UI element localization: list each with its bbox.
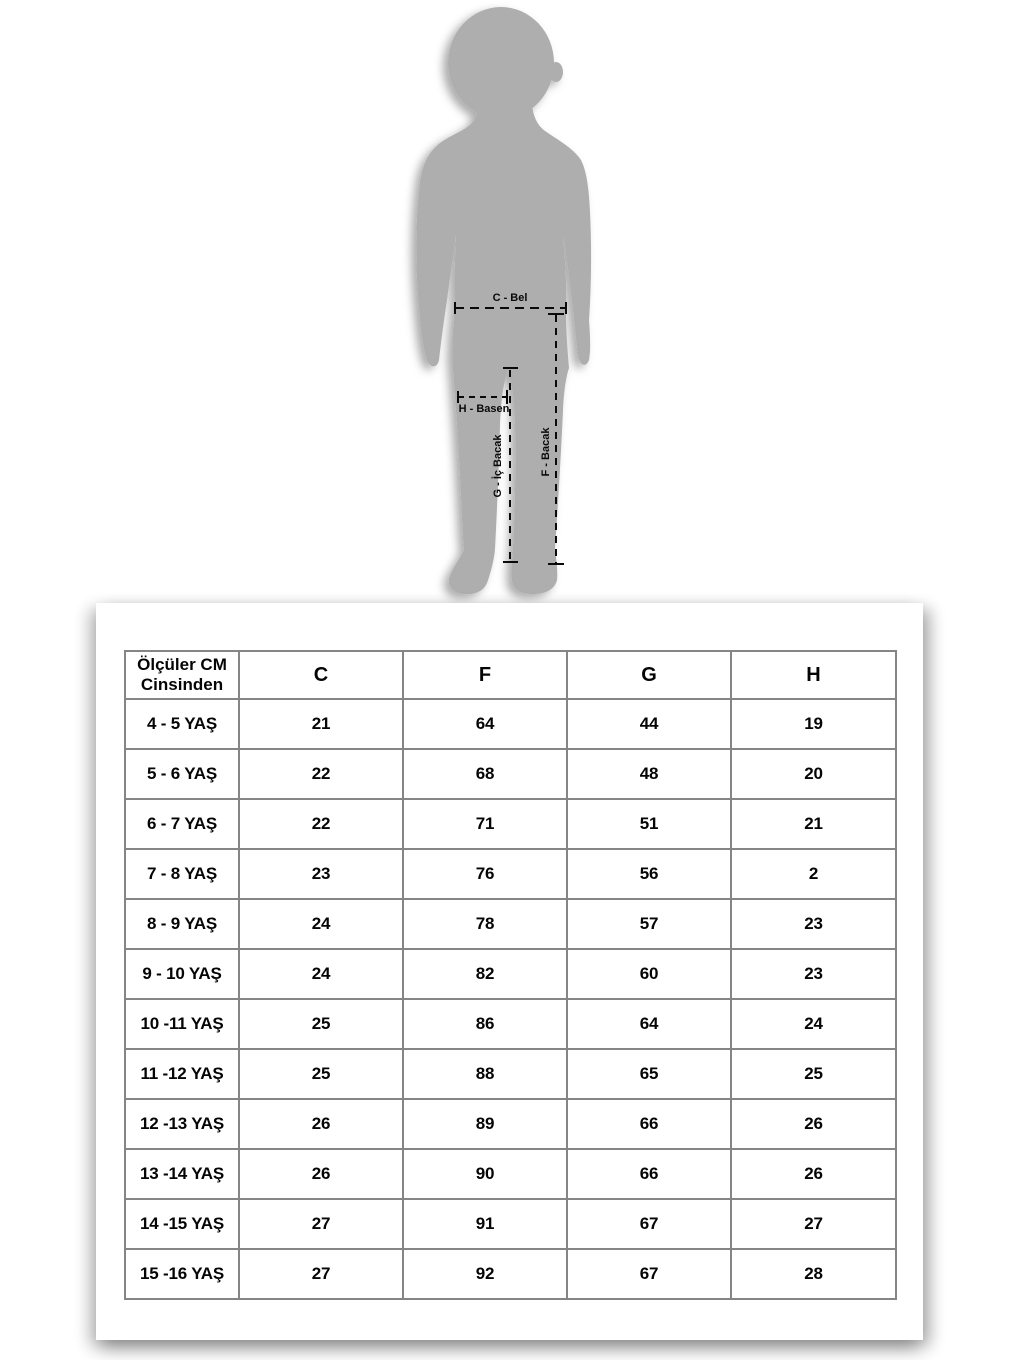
cell-f: 91 <box>403 1199 567 1249</box>
table-row <box>125 1249 896 1299</box>
header-c: C <box>239 651 403 699</box>
table-row <box>125 1099 896 1149</box>
leg-label: F - Bacak <box>540 427 552 477</box>
row-age-label: 14 -15 YAŞ <box>125 1199 239 1249</box>
cell-h: 28 <box>731 1249 896 1299</box>
cell-f: 64 <box>403 699 567 749</box>
cell-c: 21 <box>239 699 403 749</box>
table-row <box>125 949 896 999</box>
cell-c: 26 <box>239 1149 403 1199</box>
table-header-row <box>125 651 896 699</box>
cell-c: 24 <box>239 949 403 999</box>
inner-leg-label: G - İç Bacak <box>492 434 504 498</box>
cell-g: 60 <box>567 949 731 999</box>
row-age-label: 7 - 8 YAŞ <box>125 849 239 899</box>
cell-h: 23 <box>731 949 896 999</box>
measurement-figure <box>0 0 1020 605</box>
cell-c: 25 <box>239 1049 403 1099</box>
header-h: H <box>731 651 896 699</box>
cell-f: 78 <box>403 899 567 949</box>
cell-h: 24 <box>731 999 896 1049</box>
cell-h: 27 <box>731 1199 896 1249</box>
cell-g: 44 <box>567 699 731 749</box>
header-f: F <box>403 651 567 699</box>
cell-f: 71 <box>403 799 567 849</box>
table-row <box>125 1149 896 1199</box>
waist-label: C - Bel <box>492 292 528 304</box>
table-row <box>125 1049 896 1099</box>
table-row <box>125 899 896 949</box>
silhouette-body <box>416 92 591 594</box>
cell-g: 65 <box>567 1049 731 1099</box>
cell-h: 23 <box>731 899 896 949</box>
cell-g: 56 <box>567 849 731 899</box>
header-g: G <box>567 651 731 699</box>
cell-h: 25 <box>731 1049 896 1099</box>
cell-g: 66 <box>567 1149 731 1199</box>
row-age-label: 6 - 7 YAŞ <box>125 799 239 849</box>
cell-f: 76 <box>403 849 567 899</box>
hip-label: H - Basen <box>458 403 510 415</box>
cell-f: 86 <box>403 999 567 1049</box>
table-row <box>125 1199 896 1249</box>
cell-g: 67 <box>567 1249 731 1299</box>
row-age-label: 15 -16 YAŞ <box>125 1249 239 1299</box>
size-table-panel <box>96 603 923 1340</box>
size-table <box>124 650 897 1300</box>
table-row <box>125 799 896 849</box>
cell-h: 26 <box>731 1149 896 1199</box>
table-row <box>125 749 896 799</box>
cell-h: 19 <box>731 699 896 749</box>
cell-g: 48 <box>567 749 731 799</box>
header-units: Ölçüler CM Cinsinden <box>125 651 239 699</box>
cell-f: 82 <box>403 949 567 999</box>
table-row <box>125 999 896 1049</box>
cell-f: 92 <box>403 1249 567 1299</box>
cell-c: 22 <box>239 799 403 849</box>
row-age-label: 11 -12 YAŞ <box>125 1049 239 1099</box>
cell-h: 26 <box>731 1099 896 1149</box>
cell-c: 27 <box>239 1199 403 1249</box>
table-row <box>125 849 896 899</box>
cell-h: 2 <box>731 849 896 899</box>
silhouette-nose <box>549 62 563 82</box>
cell-h: 21 <box>731 799 896 849</box>
cell-g: 66 <box>567 1099 731 1149</box>
row-age-label: 8 - 9 YAŞ <box>125 899 239 949</box>
row-age-label: 13 -14 YAŞ <box>125 1149 239 1199</box>
cell-c: 22 <box>239 749 403 799</box>
table-row <box>125 699 896 749</box>
cell-f: 68 <box>403 749 567 799</box>
cell-g: 51 <box>567 799 731 849</box>
cell-g: 64 <box>567 999 731 1049</box>
cell-c: 26 <box>239 1099 403 1149</box>
cell-f: 90 <box>403 1149 567 1199</box>
row-age-label: 4 - 5 YAŞ <box>125 699 239 749</box>
cell-h: 20 <box>731 749 896 799</box>
row-age-label: 5 - 6 YAŞ <box>125 749 239 799</box>
cell-c: 27 <box>239 1249 403 1299</box>
cell-c: 23 <box>239 849 403 899</box>
row-age-label: 9 - 10 YAŞ <box>125 949 239 999</box>
cell-g: 67 <box>567 1199 731 1249</box>
cell-g: 57 <box>567 899 731 949</box>
row-age-label: 10 -11 YAŞ <box>125 999 239 1049</box>
cell-f: 89 <box>403 1099 567 1149</box>
row-age-label: 12 -13 YAŞ <box>125 1099 239 1149</box>
cell-f: 88 <box>403 1049 567 1099</box>
cell-c: 24 <box>239 899 403 949</box>
cell-c: 25 <box>239 999 403 1049</box>
